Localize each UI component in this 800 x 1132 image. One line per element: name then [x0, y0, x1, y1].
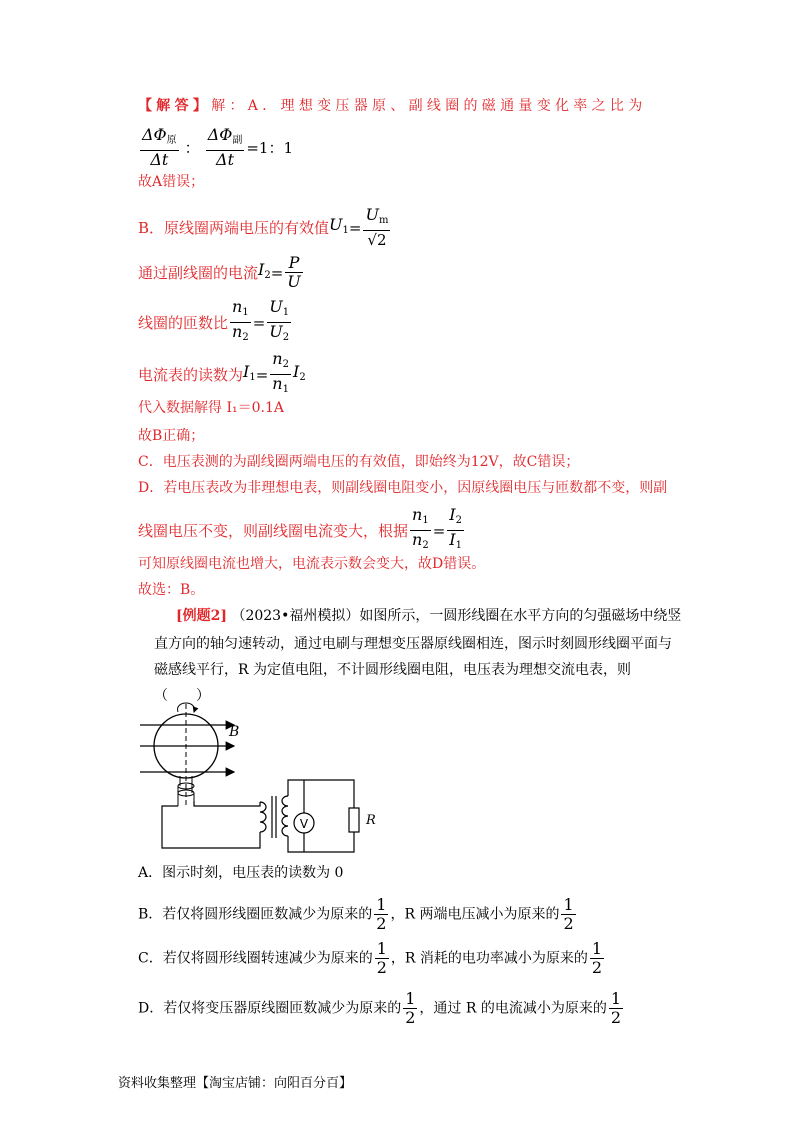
example-line-3: 磁感线平行，R 为定值电阻，不计圆形线圈电阻，电压表为理想交流电表，则	[154, 662, 631, 678]
b-effective-voltage: B．原线圈两端电压的有效值 $U_1$ = $\frac{U_m}{√2}$	[138, 205, 389, 249]
secondary-current: 通过副线圈的电流 $I_2$ = $\frac{P}{U}$	[138, 253, 301, 291]
a-conclusion: 故A错误；	[138, 174, 205, 190]
example-label: [例题2]	[176, 608, 227, 624]
option-c: C．若仅将圆形线圈转速减少为原来的 $\frac{1}{2}$ ，R 消耗的电功率减小为原来的 $\frac{1}{2}$	[138, 939, 603, 977]
resistor-label: R	[366, 813, 376, 828]
primary-wire-upper	[194, 801, 260, 806]
primary-wire-lower	[162, 806, 260, 848]
answer-choice: 故选：B。	[138, 582, 205, 598]
secondary-wire-top	[288, 780, 354, 808]
option-b: B．若仅将圆形线圈匝数减少为原来的 $\frac{1}{2}$ ，R 两端电压减小为原来的 $\frac{1}{2}$	[138, 895, 574, 933]
ammeter-reading: 电流表的读数为 $I_1$ = $\frac{n_2}{n_1}$ $I_2$	[138, 349, 306, 395]
d-explanation-1: D．若电压表改为非理想电表，则副线圈电阻变小，因原线圈电压与匝数都不变，则副	[138, 480, 668, 496]
secondary-coil	[282, 796, 288, 836]
primary-coil	[260, 802, 266, 832]
example-text-1: 如图所示，一圆形线圈在水平方向的匀强磁场中绕竖	[359, 608, 682, 624]
c-explanation: C．电压表测的为副线圈两端电压的有效值，即始终为12V，故C错误；	[138, 454, 580, 470]
circuit-diagram	[138, 696, 388, 866]
flux-ratio-equation: $\frac{\Delta\Phi_原}{\Delta t}$ ： $\frac{\Delta\Phi_副}{\Delta t}$ =1：1	[142, 125, 294, 169]
b-conclusion: 故B正确；	[138, 428, 205, 444]
voltmeter-label: V	[299, 817, 309, 831]
solution-header-text: 解：A．理想变压器原、副线圈的磁通量变化率之比为	[211, 98, 647, 114]
option-a: A．图示时刻，电压表的读数为 0	[138, 865, 344, 881]
solution-header	[138, 96, 647, 116]
answer-blank: （ ）	[154, 688, 210, 704]
resistor	[349, 808, 359, 832]
option-d: D．若仅将变压器原线圈匝数减少为原来的 $\frac{1}{2}$ ，通过 R 的电流减小为原来的 $\frac{1}{2}$	[138, 989, 622, 1027]
answer-label: 【解答】	[138, 98, 212, 114]
page-footer: 资料收集整理【淘宝店铺：向阳百分百】	[118, 1076, 353, 1091]
example-source: （2023•福州模拟）	[231, 608, 360, 624]
d-explanation-3: 可知原线圈电流也增大，电流表示数会变大，故D错误。	[138, 556, 486, 572]
d-explanation-2: 线圈电压不变，则副线圈电流变大，根据 $\frac{n_1}{n_2}$ = $\frac{I_2}{I_1}$	[138, 505, 462, 551]
example-line-1	[176, 606, 681, 626]
example-line-2: 直方向的轴匀速转动，通过电刷与理想变压器原线圈相连，图示时刻圆形线圈平面与	[154, 636, 672, 652]
secondary-wire-bottom	[288, 832, 354, 852]
turns-ratio: 线圈的匝数比 $\frac{n_1}{n_2}$ = $\frac{U_1}{U_2}$	[138, 297, 290, 343]
substitute-result: 代入数据解得 I₁＝0.1A	[138, 400, 284, 416]
field-label: B	[229, 724, 240, 740]
